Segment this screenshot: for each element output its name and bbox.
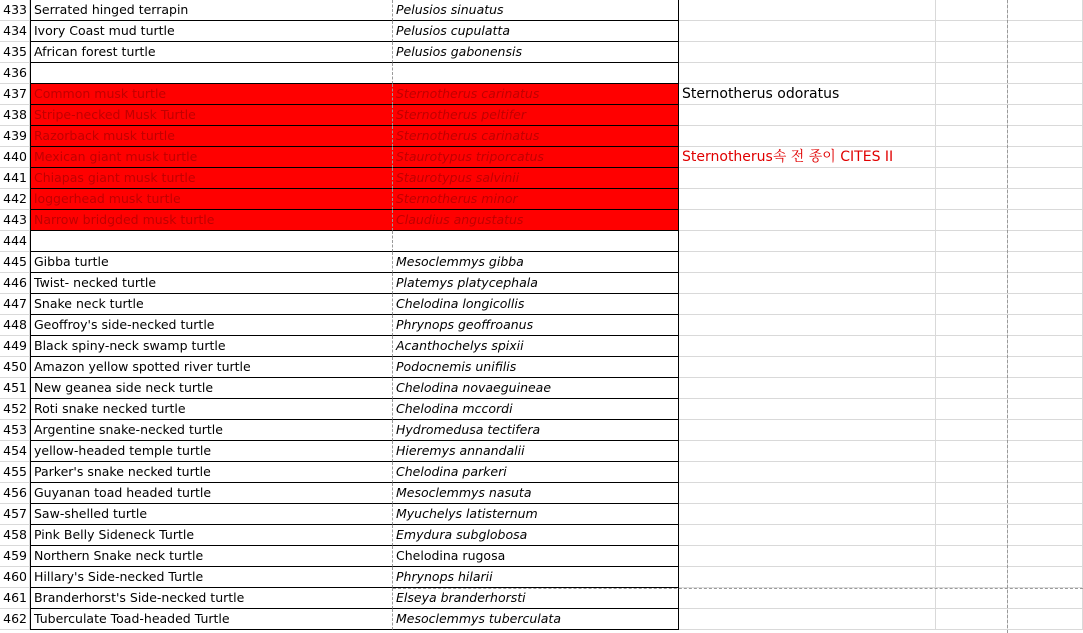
scientific-name-cell[interactable]: Pelusios sinuatus: [393, 0, 679, 21]
note-cell[interactable]: [679, 126, 936, 147]
empty-cell[interactable]: [936, 189, 1008, 210]
empty-cell[interactable]: [1008, 231, 1083, 252]
common-name-cell[interactable]: Pink Belly Sideneck Turtle: [30, 525, 393, 546]
scientific-name-cell[interactable]: Hydromedusa tectifera: [393, 420, 679, 441]
scientific-name-cell[interactable]: Mesoclemmys gibba: [393, 252, 679, 273]
common-name-cell[interactable]: New geanea side neck turtle: [30, 378, 393, 399]
common-name-cell[interactable]: [30, 231, 393, 252]
common-name-cell[interactable]: Geoffroy's side-necked turtle: [30, 315, 393, 336]
scientific-name-cell[interactable]: [393, 63, 679, 84]
table-row: [0, 252, 1083, 273]
row-header[interactable]: 441: [0, 168, 30, 189]
scientific-name-cell[interactable]: Acanthochelys spixii: [393, 336, 679, 357]
table-row: [0, 294, 1083, 315]
scientific-name-cell[interactable]: Pelusios cupulatta: [393, 21, 679, 42]
table-row: [0, 105, 1083, 126]
common-name-cell[interactable]: Amazon yellow spotted river turtle: [30, 357, 393, 378]
empty-cell[interactable]: [1008, 210, 1083, 231]
scientific-name-cell[interactable]: Phrynops hilarii: [393, 567, 679, 588]
empty-cell[interactable]: [936, 63, 1008, 84]
scientific-name-cell[interactable]: Sternotherus peltifer: [393, 105, 679, 126]
row-header[interactable]: 450: [0, 357, 30, 378]
scientific-name-cell[interactable]: Chelodina parkeri: [393, 462, 679, 483]
row-header[interactable]: 455: [0, 462, 30, 483]
scientific-name-cell[interactable]: Platemys platycephala: [393, 273, 679, 294]
empty-cell[interactable]: [1008, 336, 1083, 357]
table-row: [0, 189, 1083, 210]
empty-cell[interactable]: [1008, 483, 1083, 504]
empty-cell[interactable]: [936, 609, 1008, 630]
empty-cell[interactable]: [936, 420, 1008, 441]
empty-cell[interactable]: [1008, 504, 1083, 525]
scientific-name-cell[interactable]: Sternotherus carinatus: [393, 84, 679, 105]
empty-cell[interactable]: [936, 378, 1008, 399]
note-cell[interactable]: [679, 546, 936, 567]
scientific-name-cell[interactable]: Sternotherus minor: [393, 189, 679, 210]
empty-cell[interactable]: [936, 546, 1008, 567]
empty-cell[interactable]: [936, 147, 1008, 168]
table-row: [0, 315, 1083, 336]
page-break-vertical: [1007, 0, 1008, 633]
empty-cell[interactable]: [936, 252, 1008, 273]
row-header[interactable]: 453: [0, 420, 30, 441]
table-row: [0, 336, 1083, 357]
note-cell[interactable]: [679, 525, 936, 546]
note-cell[interactable]: [679, 420, 936, 441]
note-cell[interactable]: [679, 399, 936, 420]
table-row: [0, 42, 1083, 63]
empty-cell[interactable]: [1008, 126, 1083, 147]
note-cell[interactable]: [679, 210, 936, 231]
empty-cell[interactable]: [936, 42, 1008, 63]
empty-cell[interactable]: [936, 504, 1008, 525]
empty-cell[interactable]: [936, 357, 1008, 378]
common-name-cell[interactable]: African forest turtle: [30, 42, 393, 63]
empty-cell[interactable]: [1008, 609, 1083, 630]
empty-cell[interactable]: [1008, 189, 1083, 210]
row-header[interactable]: 445: [0, 252, 30, 273]
row-header[interactable]: 461: [0, 588, 30, 609]
table-row: [0, 210, 1083, 231]
note-cell[interactable]: [679, 504, 936, 525]
common-name-cell[interactable]: loggerhead musk turtle: [30, 189, 393, 210]
note-cell[interactable]: [679, 441, 936, 462]
note-cell[interactable]: [679, 378, 936, 399]
note-cell[interactable]: [679, 273, 936, 294]
empty-cell[interactable]: [936, 525, 1008, 546]
empty-cell[interactable]: [1008, 399, 1083, 420]
common-name-cell[interactable]: Saw-shelled turtle: [30, 504, 393, 525]
scientific-name-cell[interactable]: Staurotypus triporcatus: [393, 147, 679, 168]
table-row: [0, 273, 1083, 294]
common-name-cell[interactable]: Mexican giant musk turtle: [30, 147, 393, 168]
table-row: [0, 483, 1083, 504]
empty-cell[interactable]: [936, 168, 1008, 189]
scientific-name-cell[interactable]: Sternotherus carinatus: [393, 126, 679, 147]
empty-cell[interactable]: [936, 126, 1008, 147]
empty-cell[interactable]: [936, 273, 1008, 294]
row-header[interactable]: 440: [0, 147, 30, 168]
table-row: [0, 462, 1083, 483]
note-cell[interactable]: [679, 252, 936, 273]
row-header[interactable]: 434: [0, 21, 30, 42]
table-row: [0, 84, 1083, 105]
table-row: [0, 126, 1083, 147]
common-name-cell[interactable]: Twist- necked turtle: [30, 273, 393, 294]
table-row: [0, 399, 1083, 420]
common-name-cell[interactable]: Tuberculate Toad-headed Turtle: [30, 609, 393, 630]
empty-cell[interactable]: [936, 483, 1008, 504]
empty-cell[interactable]: [936, 210, 1008, 231]
row-header[interactable]: 451: [0, 378, 30, 399]
empty-cell[interactable]: [1008, 357, 1083, 378]
table-row: [0, 420, 1083, 441]
common-name-cell[interactable]: Parker's snake necked turtle: [30, 462, 393, 483]
empty-cell[interactable]: [1008, 0, 1083, 21]
note-cell[interactable]: [679, 189, 936, 210]
empty-cell[interactable]: [1008, 105, 1083, 126]
common-name-cell[interactable]: yellow-headed temple turtle: [30, 441, 393, 462]
table-row: [0, 231, 1083, 252]
common-name-cell[interactable]: Black spiny-neck swamp turtle: [30, 336, 393, 357]
common-name-cell[interactable]: Common musk turtle: [30, 84, 393, 105]
common-name-cell[interactable]: Snake neck turtle: [30, 294, 393, 315]
note-cell[interactable]: [679, 315, 936, 336]
scientific-name-cell[interactable]: Chelodina longicollis: [393, 294, 679, 315]
empty-cell[interactable]: [1008, 567, 1083, 588]
scientific-name-cell[interactable]: Chelodina rugosa: [393, 546, 679, 567]
empty-cell[interactable]: [936, 462, 1008, 483]
empty-cell[interactable]: [1008, 294, 1083, 315]
empty-cell[interactable]: [936, 84, 1008, 105]
note-cell[interactable]: [679, 63, 936, 84]
common-name-cell[interactable]: [30, 63, 393, 84]
empty-cell[interactable]: [1008, 84, 1083, 105]
note-cell[interactable]: [679, 567, 936, 588]
row-header[interactable]: 462: [0, 609, 30, 630]
table-row: [0, 0, 1083, 21]
scientific-name-cell[interactable]: Pelusios gabonensis: [393, 42, 679, 63]
scientific-name-cell[interactable]: Myuchelys latisternum: [393, 504, 679, 525]
empty-cell[interactable]: [1008, 63, 1083, 84]
empty-cell[interactable]: [936, 294, 1008, 315]
common-name-cell[interactable]: Argentine snake-necked turtle: [30, 420, 393, 441]
common-name-cell[interactable]: Chiapas giant musk turtle: [30, 168, 393, 189]
empty-cell[interactable]: [1008, 420, 1083, 441]
scientific-name-cell[interactable]: Claudius angustatus: [393, 210, 679, 231]
table-row: [0, 567, 1083, 588]
row-header[interactable]: 439: [0, 126, 30, 147]
common-name-cell[interactable]: Narrow bridgded musk turtle: [30, 210, 393, 231]
empty-cell[interactable]: [936, 21, 1008, 42]
note-cell[interactable]: [679, 105, 936, 126]
row-header[interactable]: 454: [0, 441, 30, 462]
empty-cell[interactable]: [936, 315, 1008, 336]
empty-cell[interactable]: [936, 105, 1008, 126]
empty-cell[interactable]: [1008, 546, 1083, 567]
table-row: [0, 609, 1083, 630]
table-row: [0, 21, 1083, 42]
common-name-cell[interactable]: Ivory Coast mud turtle: [30, 21, 393, 42]
empty-cell[interactable]: [936, 567, 1008, 588]
empty-cell[interactable]: [1008, 378, 1083, 399]
common-name-cell[interactable]: Guyanan toad headed turtle: [30, 483, 393, 504]
common-name-cell[interactable]: Roti snake necked turtle: [30, 399, 393, 420]
note-cell[interactable]: [679, 21, 936, 42]
empty-cell[interactable]: [1008, 588, 1083, 609]
scientific-name-cell[interactable]: Elseya branderhorsti: [393, 588, 679, 609]
row-header[interactable]: 443: [0, 210, 30, 231]
scientific-name-cell[interactable]: Chelodina novaeguineae: [393, 378, 679, 399]
row-header[interactable]: 452: [0, 399, 30, 420]
row-header[interactable]: 436: [0, 63, 30, 84]
note-cell[interactable]: [679, 231, 936, 252]
row-header[interactable]: 444: [0, 231, 30, 252]
row-header[interactable]: 433: [0, 0, 30, 21]
table-row: [0, 504, 1083, 525]
row-header[interactable]: 447: [0, 294, 30, 315]
common-name-cell[interactable]: Branderhorst's Side-necked turtle: [30, 588, 393, 609]
empty-cell[interactable]: [936, 399, 1008, 420]
scientific-name-cell[interactable]: Staurotypus salvinii: [393, 168, 679, 189]
row-header[interactable]: 442: [0, 189, 30, 210]
empty-cell[interactable]: [1008, 441, 1083, 462]
empty-cell[interactable]: [1008, 168, 1083, 189]
note-cell[interactable]: [679, 168, 936, 189]
scientific-name-cell[interactable]: Chelodina mccordi: [393, 399, 679, 420]
note-cell[interactable]: [679, 357, 936, 378]
empty-cell[interactable]: [936, 588, 1008, 609]
empty-cell[interactable]: [1008, 315, 1083, 336]
table-row: [0, 546, 1083, 567]
row-header[interactable]: 437: [0, 84, 30, 105]
table-row: [0, 147, 1083, 168]
empty-cell[interactable]: [936, 441, 1008, 462]
row-header[interactable]: 446: [0, 273, 30, 294]
note-cell[interactable]: [679, 462, 936, 483]
empty-cell[interactable]: [1008, 42, 1083, 63]
scientific-name-cell[interactable]: Emydura subglobosa: [393, 525, 679, 546]
table-row: [0, 588, 1083, 609]
scientific-name-cell[interactable]: Phrynops geoffroanus: [393, 315, 679, 336]
table-row: [0, 378, 1083, 399]
scientific-name-cell[interactable]: [393, 231, 679, 252]
common-name-cell[interactable]: Stripe-necked Musk Turtle: [30, 105, 393, 126]
empty-cell[interactable]: [1008, 147, 1083, 168]
page-break-horizontal: [393, 588, 1083, 589]
empty-cell[interactable]: [1008, 273, 1083, 294]
note-cell[interactable]: [679, 42, 936, 63]
common-name-cell[interactable]: Gibba turtle: [30, 252, 393, 273]
row-header[interactable]: 460: [0, 567, 30, 588]
note-cell[interactable]: [679, 483, 936, 504]
common-name-cell[interactable]: Northern Snake neck turtle: [30, 546, 393, 567]
scientific-name-cell[interactable]: Mesoclemmys tuberculata: [393, 609, 679, 630]
note-cell[interactable]: [679, 609, 936, 630]
note-cell[interactable]: Sternotherus odoratus: [679, 84, 936, 105]
empty-cell[interactable]: [1008, 252, 1083, 273]
scientific-name-cell[interactable]: Podocnemis unifilis: [393, 357, 679, 378]
row-header[interactable]: 457: [0, 504, 30, 525]
table-row: [0, 525, 1083, 546]
empty-cell[interactable]: [936, 0, 1008, 21]
note-cell[interactable]: [679, 336, 936, 357]
note-cell[interactable]: [679, 0, 936, 21]
scientific-name-cell[interactable]: Hieremys annandalii: [393, 441, 679, 462]
table-row: [0, 441, 1083, 462]
row-header[interactable]: 459: [0, 546, 30, 567]
table-row: [0, 63, 1083, 84]
empty-cell[interactable]: [1008, 21, 1083, 42]
row-header[interactable]: 458: [0, 525, 30, 546]
empty-cell[interactable]: [936, 336, 1008, 357]
table-row: [0, 357, 1083, 378]
common-name-cell[interactable]: Razorback musk turtle: [30, 126, 393, 147]
empty-cell[interactable]: [936, 231, 1008, 252]
note-cell[interactable]: Sternotherus속 전 종이 CITES II: [679, 147, 936, 168]
common-name-cell[interactable]: Serrated hinged terrapin: [30, 0, 393, 21]
common-name-cell[interactable]: Hillary's Side-necked Turtle: [30, 567, 393, 588]
note-cell[interactable]: [679, 294, 936, 315]
row-header[interactable]: 435: [0, 42, 30, 63]
row-header[interactable]: 449: [0, 336, 30, 357]
scientific-name-cell[interactable]: Mesoclemmys nasuta: [393, 483, 679, 504]
note-cell[interactable]: [679, 588, 936, 609]
table-row: [0, 168, 1083, 189]
empty-cell[interactable]: [1008, 462, 1083, 483]
row-header[interactable]: 448: [0, 315, 30, 336]
row-header[interactable]: 438: [0, 105, 30, 126]
empty-cell[interactable]: [1008, 525, 1083, 546]
row-header[interactable]: 456: [0, 483, 30, 504]
